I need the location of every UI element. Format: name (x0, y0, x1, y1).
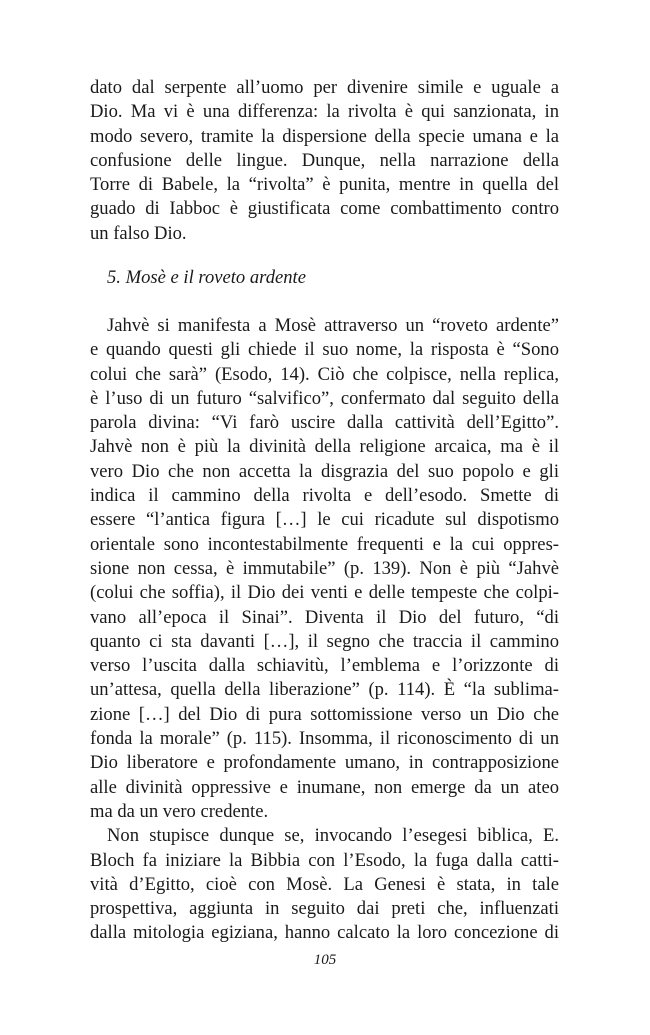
text-line: zione […] del Dio di pura sottomissione verso un Dio che (90, 703, 559, 725)
text-line: dato dal serpente all’uomo per divenire simile e uguale a (90, 77, 559, 98)
section-heading: 5. Mosè e il roveto ardente (107, 267, 306, 288)
text-line: dalla mitologia egiziana, hanno calcato la loro concezione di (90, 922, 559, 944)
text-line: fonda la morale” (p. 115). Insomma, il riconoscimento di un (90, 728, 559, 750)
text-line: prospettiva, aggiunta in seguito dai preti che, influenzati (90, 898, 559, 920)
text-line: vano all’epoca il Sinai”. Diventa il Dio del futuro, “di (90, 606, 559, 628)
text-line: confusione delle lingue. Dunque, nella narrazione della (90, 149, 559, 171)
text-line: orientale sono incontestabilmente frequenti e la cui oppres- (90, 533, 559, 555)
text-line: modo severo, tramite la dispersione della specie umana e la (90, 125, 559, 147)
text-line: Dio liberatore e profondamente umano, in contrapposizione (90, 752, 559, 774)
text-line: verso l’uscita dalla schiavitù, l’emblema e l’orizzonte di (90, 655, 559, 677)
paragraph-2 (90, 314, 559, 946)
text-line: e quando questi gli chiede il suo nome, la risposta è “Sono (90, 339, 559, 361)
text-line: sione non cessa, è immutabile” (p. 139). Non è più “Jahvè (90, 557, 559, 579)
text-line: colui che sarà” (Esodo, 14). Ciò che colpisce, nella replica, (90, 363, 559, 385)
page-number: 105 (313, 952, 337, 968)
text-line: ma da un vero credente. (90, 800, 269, 822)
paragraph-1 (90, 76, 559, 246)
text-line: un’attesa, quella della liberazione” (p. 114). È “la sublima- (90, 679, 559, 701)
text-line: quanto ci sta davanti […], il segno che traccia il cammino (90, 630, 559, 652)
text-line: Dio. Ma vi è una differenza: la rivolta è qui sanzionata, in (90, 101, 559, 123)
text-line: parola divina: “Vi farò uscire dalla cattività dell’Egitto”. (90, 412, 559, 434)
text-line: un falso Dio. (90, 222, 187, 244)
text-line: Jahvè non è più la divinità della religione arcaica, ma è il (90, 436, 559, 458)
text-line: vero Dio che non accetta la disgrazia del suo popolo e gli (90, 460, 559, 482)
text-line: vità d’Egitto, cioè con Mosè. La Genesi è stata, in tale (90, 873, 559, 895)
text-line: Non stupisce dunque se, invocando l’esegesi biblica, E. (107, 825, 559, 847)
text-line: alle divinità oppressive e inumane, non emerge da un ateo (90, 776, 559, 798)
text-line: Torre di Babele, la “rivolta” è punita, mentre in quella del (90, 174, 559, 196)
text-line: essere “l’antica figura […] le cui ricadute sul dispotismo (90, 509, 559, 531)
text-line: indica il cammino della rivolta e dell’esodo. Smette di (90, 485, 559, 507)
text-line: Bloch fa iniziare la Bibbia con l’Esodo, la fuga dalla catti- (90, 849, 559, 871)
text-line: guado di Iabboc è giustificata come combattimento contro (90, 198, 559, 220)
text-line: Jahvè si manifesta a Mosè attraverso un “roveto ardente” (107, 315, 559, 336)
text-line: (colui che soffia), il Dio dei venti e delle tempeste che colpi- (90, 582, 559, 604)
text-line: è l’uso di un futuro “salvifico”, confermato dal seguito della (90, 387, 559, 409)
